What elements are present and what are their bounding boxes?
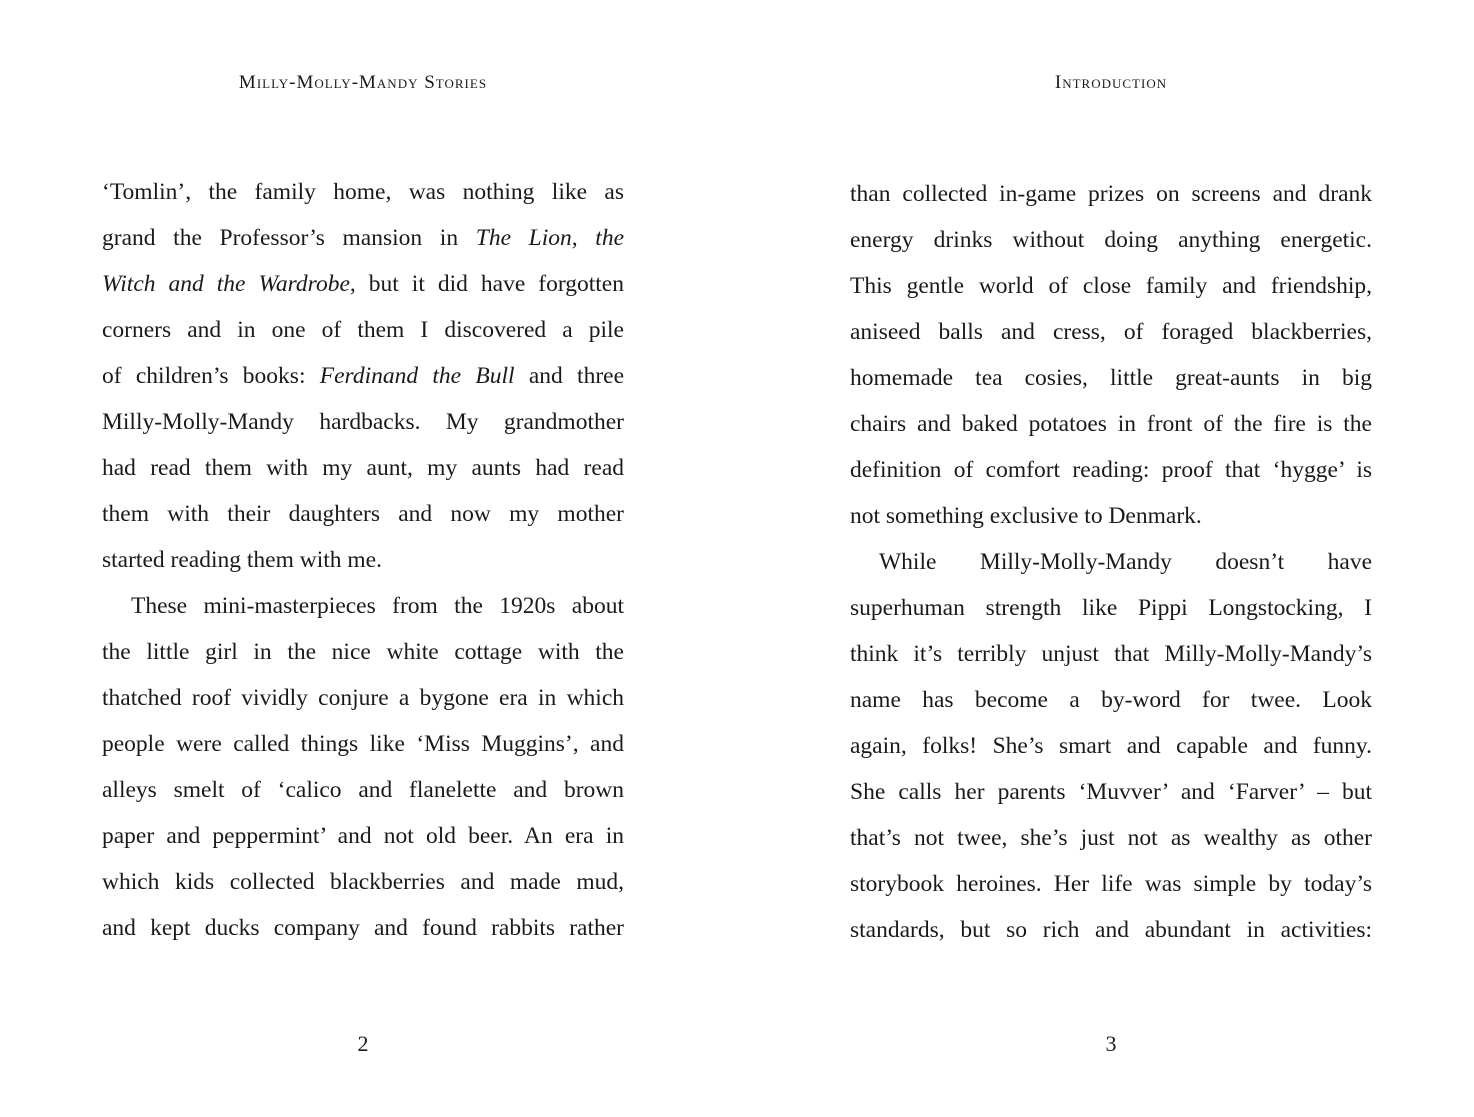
text-line — [850, 447, 1372, 493]
text-line — [850, 907, 1372, 953]
line-segment: the little girl in the nice white cottage with the — [102, 639, 624, 665]
text-line — [102, 629, 624, 675]
text-line — [102, 399, 624, 445]
text-line — [850, 861, 1372, 907]
line-segment: Milly-Molly-Mandy hardbacks. My grandmother — [102, 409, 624, 435]
text-line — [102, 583, 624, 629]
line-segment: think it’s terribly unjust that Milly-Molly-Mandy’s — [850, 641, 1372, 667]
line-segment: These mini-masterpieces from the 1920s about — [131, 593, 624, 619]
body-text — [850, 171, 1372, 953]
text-line — [102, 261, 624, 307]
body-text — [102, 169, 624, 951]
text-line — [850, 539, 1372, 585]
line-segment: name has become a by-word for twee. Look — [850, 687, 1372, 713]
line-segment: thatched roof vividly conjure a bygone era in which — [102, 685, 624, 711]
line-segment: started reading them with me. — [102, 547, 382, 573]
text-line — [850, 401, 1372, 447]
text-line — [102, 767, 624, 813]
text-line — [102, 491, 624, 537]
text-line — [102, 353, 624, 399]
text-line — [102, 905, 624, 951]
line-segment: than collected in-game prizes on screens and drank — [850, 181, 1372, 207]
line-segment: corners and in one of them I discovered a pile — [102, 317, 624, 343]
italic-title-text: Witch and the Wardrobe — [102, 271, 350, 297]
line-segment: superhuman strength like Pippi Longstocking, I — [850, 595, 1372, 621]
text-line — [102, 721, 624, 767]
text-line — [850, 493, 1372, 539]
line-segment: chairs and baked potatoes in front of the fire is the — [850, 411, 1372, 437]
text-line — [850, 677, 1372, 723]
left-page — [102, 0, 624, 1117]
line-segment: standards, but so rich and abundant in activities: — [850, 917, 1372, 943]
text-line — [102, 813, 624, 859]
line-segment: While Milly-Molly-Mandy doesn’t have — [879, 549, 1372, 575]
italic-title-text: Ferdinand the Bull — [319, 363, 515, 389]
line-segment: homemade tea cosies, little great-aunts in big — [850, 365, 1372, 391]
running-head: Milly-Molly-Mandy Stories — [238, 72, 488, 93]
italic-title-text: The Lion, the — [475, 225, 625, 251]
text-line — [850, 217, 1372, 263]
line-segment: of children’s books: — [102, 363, 320, 389]
line-segment: grand the Professor’s mansion in — [102, 225, 476, 251]
text-line — [102, 537, 624, 583]
page-number: 2 — [357, 1031, 369, 1056]
line-segment: This gentle world of close family and friendship, — [850, 273, 1372, 299]
line-segment: , but it did have forgotten — [349, 271, 624, 297]
line-segment: storybook heroines. Her life was simple by today’s — [850, 871, 1372, 897]
line-segment: not something exclusive to Denmark. — [850, 503, 1202, 529]
line-segment: paper and peppermint’ and not old beer. An era in — [102, 823, 624, 849]
right-page — [850, 0, 1372, 1117]
text-line — [102, 675, 624, 721]
text-line — [850, 263, 1372, 309]
text-line — [102, 445, 624, 491]
line-segment: and three — [514, 363, 625, 389]
line-segment: She calls her parents ‘Muvver’ and ‘Farver’ – but — [850, 779, 1372, 805]
page-number: 3 — [1105, 1031, 1117, 1056]
line-segment: alleys smelt of ‘calico and flanelette and brown — [102, 777, 624, 803]
text-line — [850, 585, 1372, 631]
line-segment: people were called things like ‘Miss Muggins’, and — [102, 731, 624, 757]
text-line — [850, 171, 1372, 217]
line-segment: aniseed balls and cress, of foraged blackberries, — [850, 319, 1372, 345]
text-line — [102, 859, 624, 905]
text-line — [102, 215, 624, 261]
line-segment: again, folks! She’s smart and capable and funny. — [850, 733, 1372, 759]
text-line — [850, 309, 1372, 355]
line-segment: them with their daughters and now my mother — [102, 501, 624, 527]
line-segment: which kids collected blackberries and made mud, — [102, 869, 624, 895]
text-line — [102, 307, 624, 353]
running-head: Introduction — [1054, 72, 1168, 93]
line-segment: had read them with my aunt, my aunts had read — [102, 455, 624, 481]
text-line — [102, 169, 624, 215]
line-segment: energy drinks without doing anything energetic. — [850, 227, 1372, 253]
text-line — [850, 769, 1372, 815]
line-segment: and kept ducks company and found rabbits rather — [102, 915, 624, 941]
text-line — [850, 355, 1372, 401]
line-segment: ‘Tomlin’, the family home, was nothing like as — [102, 179, 624, 205]
line-segment: that’s not twee, she’s just not as wealthy as other — [850, 825, 1372, 851]
text-line — [850, 815, 1372, 861]
line-segment: definition of comfort reading: proof that ‘hygge’ is — [850, 457, 1372, 483]
text-line — [850, 723, 1372, 769]
text-line — [850, 631, 1372, 677]
